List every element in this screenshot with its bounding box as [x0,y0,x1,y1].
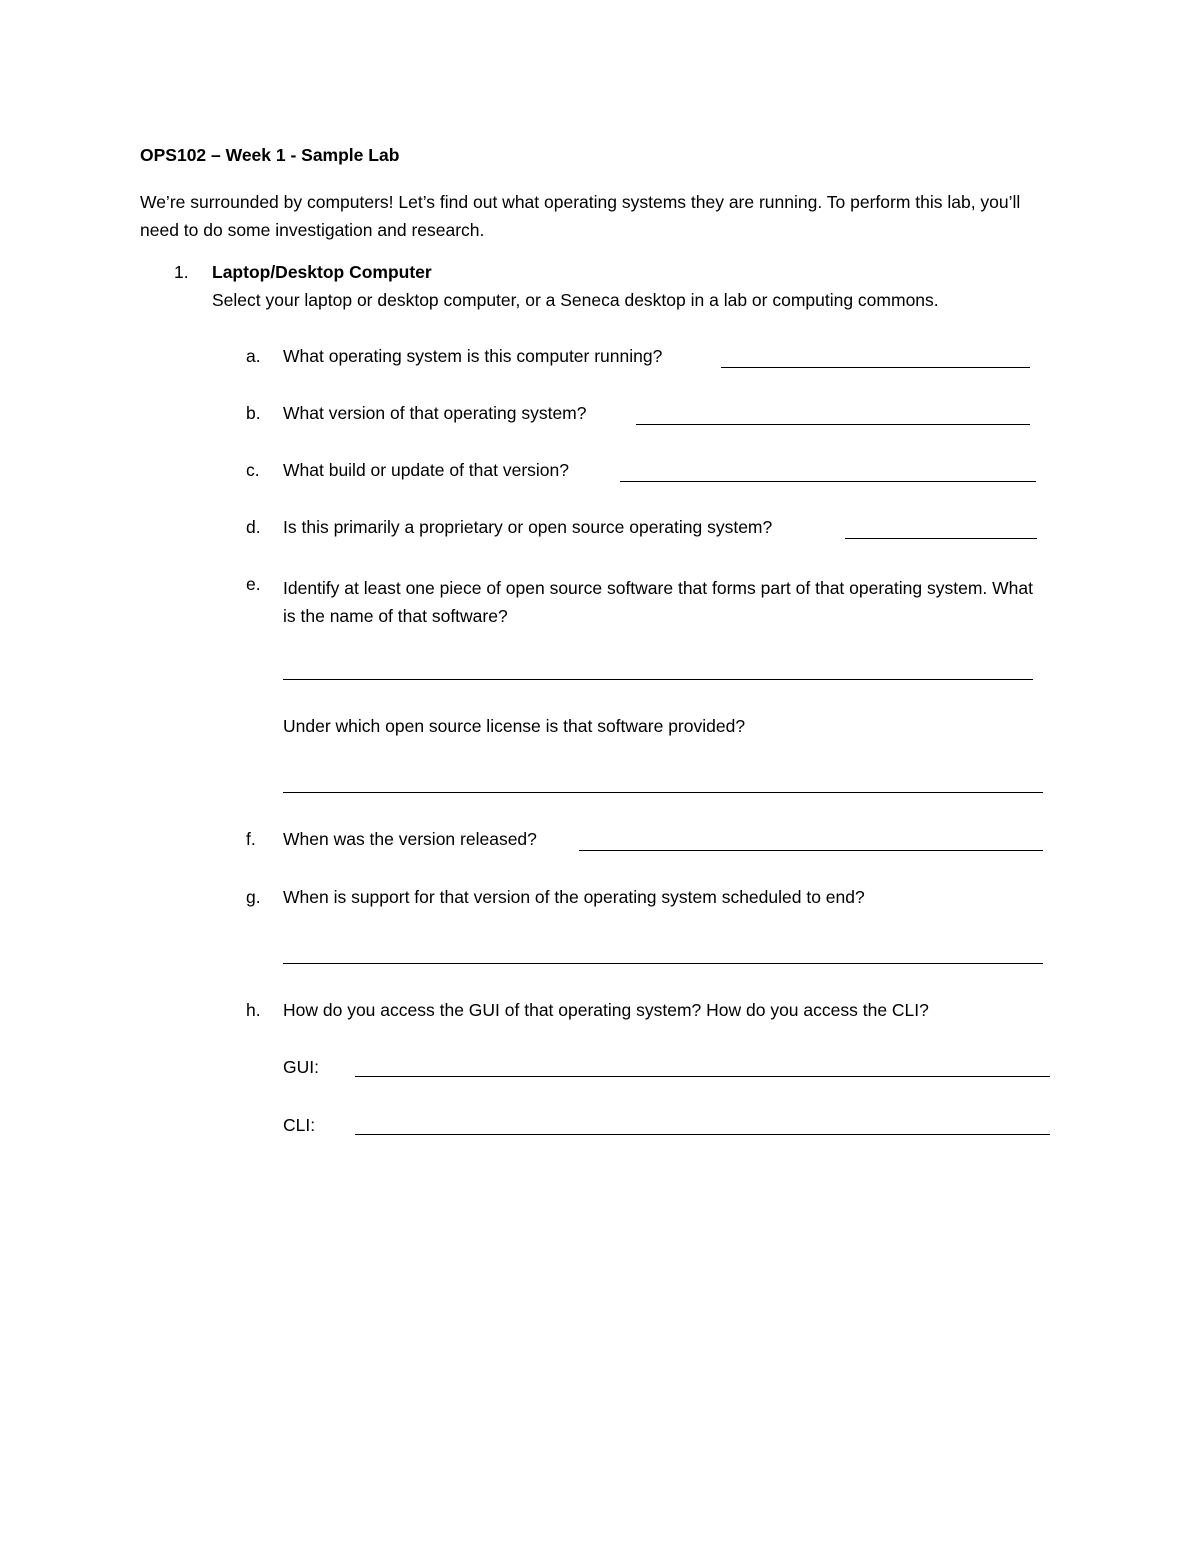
question-b-text: What version of that operating system? [283,403,587,423]
section-title: Laptop/Desktop Computer [212,262,432,282]
answer-gui-line[interactable] [355,1076,1050,1077]
answer-d-line[interactable] [845,538,1037,539]
gui-label: GUI: [283,1057,319,1077]
question-g-text: When is support for that version of the operating system scheduled to end? [283,887,865,907]
section-number: 1. [174,262,189,282]
section-description: Select your laptop or desktop computer, or a Seneca desktop in a lab or computing commons. [212,290,939,310]
question-f-text: When was the version released? [283,829,537,849]
question-f-letter: f. [246,829,256,849]
question-e-followup: Under which open source license is that software provided? [283,716,746,736]
answer-c-line[interactable] [620,481,1036,482]
answer-cli-line[interactable] [355,1134,1050,1135]
answer-b-line[interactable] [636,424,1030,425]
question-e-text: Identify at least one piece of open source software that forms part of that operating system. What is the name of that software? [283,578,1033,626]
answer-f-line[interactable] [579,850,1043,851]
question-e-letter: e. [246,574,261,594]
question-c-text: What build or update of that version? [283,460,570,480]
document-title: OPS102 – Week 1 - Sample Lab [140,145,400,165]
question-b-letter: b. [246,403,261,423]
question-g-letter: g. [246,887,261,907]
cli-label: CLI: [283,1115,316,1135]
question-d-text: Is this primarily a proprietary or open source operating system? [283,517,773,537]
answer-e-name-line[interactable] [283,679,1033,680]
question-c-letter: c. [246,460,260,480]
question-a-text: What operating system is this computer running? [283,346,663,366]
question-h-text: How do you access the GUI of that operating system? How do you access the CLI? [283,1000,929,1020]
intro-paragraph: We’re surrounded by computers! Let’s find out what operating systems they are running. To perform this lab, you’ll need to do some investigation and research. [140,192,1021,240]
question-d-letter: d. [246,517,261,537]
question-h-letter: h. [246,1000,261,1020]
question-a-letter: a. [246,346,261,366]
answer-e-license-line[interactable] [283,792,1043,793]
answer-g-line[interactable] [283,963,1043,964]
answer-a-line[interactable] [721,367,1030,368]
